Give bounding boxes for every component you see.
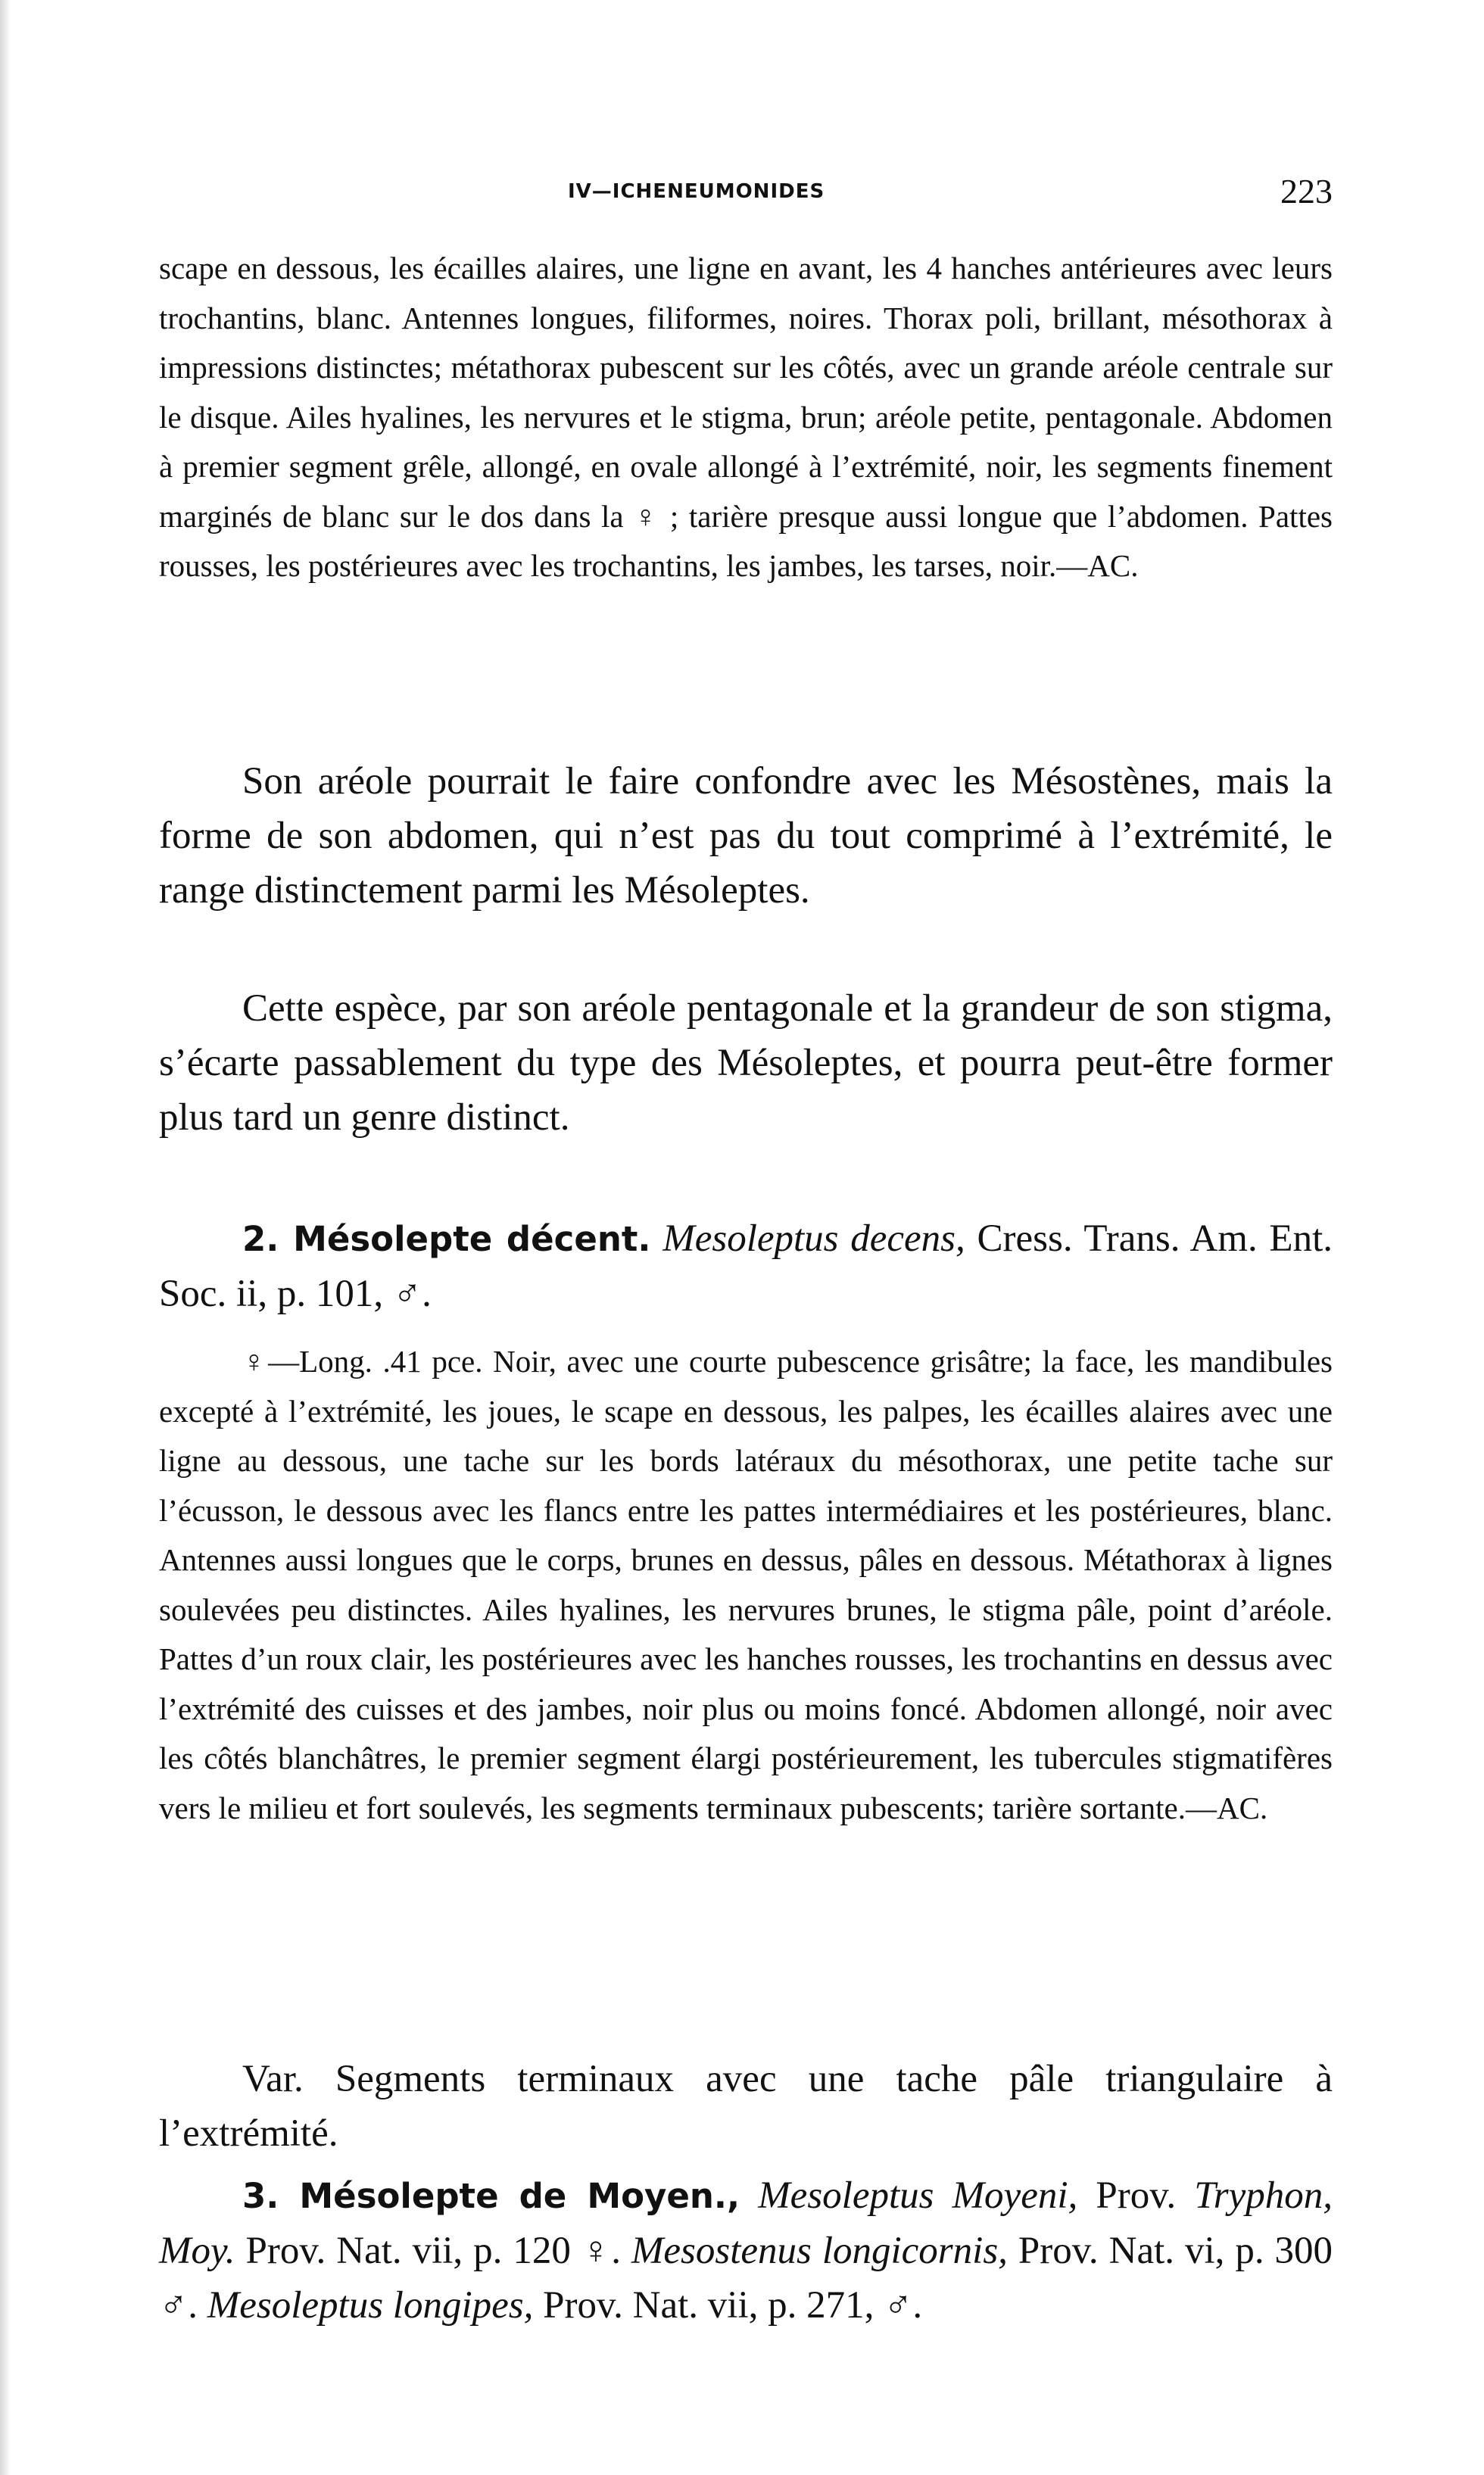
description-paragraph-2: ♀—Long. .41 pce. Noir, avec une courte pubescence grisâtre; la face, les mandibules excepté à l’extrémité, les joues, le scape en dessous, les palpes, les écailles alaires avec une ligne au dessous, une tache sur les bords latéraux du mésothorax, une petite tache sur l’écusson, le dessous avec les flancs entre les pattes intermédiaires et les postérieures, blanc. Antennes aussi longues que le corps, brunes en dessus, pâles en dessous. Métathorax à lignes soulevées peu distinctes. Ailes hyalines, les nervures brunes, le stigma pâle, point d’aréole. Pattes d’un roux clair, les postérieures avec les hanches rousses, les trochantins en dessus avec l’extrémité des cuisses et des jambes, noir plus ou moins foncé. Abdomen allongé, noir avec les côtés blanchâtres, le premier segment élargi postérieurement, les tubercules stigmatifères vers le milieu et fort soulevés, les segments terminaux pubescents; tarière sortante.—AC. [159, 1344, 1333, 1825]
synonym-latin-name: Tryphon, Moy. [159, 2174, 1333, 2272]
synonym-latin-name: Mesostenus longicornis, [631, 2230, 1008, 2272]
reference-text: Prov. Nat. vii, p. 271, ♂. [543, 2284, 923, 2327]
running-title: IV—ICHENEUMONIDES [568, 180, 825, 203]
species-number-name: 3. Mésolepte de Moyen., [242, 2176, 740, 2216]
species-reference: Cress. Trans. Am. Ent. Soc. ii, p. 101, ♂. [159, 1217, 1333, 1315]
remark-paragraph-1: Son aréole pourrait le faire confondre avec les Mésostènes, mais la forme de son abdomen, qui n’est pas du tout comprimé à l’extrémité, le range distinctement parmi les Mésoleptes. [159, 760, 1333, 912]
page-header [159, 171, 1333, 217]
description-paragraph-1: scape en dessous, les écailles alaires, une ligne en avant, les 4 hanches antérieures avec leurs trochantins, blanc. Antennes longues, filiformes, noires. Thorax poli, brillant, mésothorax à impressions distinctes; métathorax pubescent sur les côtés, avec un grande aréole centrale sur le disque. Ailes hyalines, les nervures et le stigma, brun; aréole petite, pentagonale. Abdomen à premier segment grêle, allongé, en ovale allongé à l’extrémité, noir, les segments finement marginés de blanc sur le dos dans la ♀ ; tarière presque aussi longue que l’abdomen. Pattes rousses, les postérieures avec les trochantins, les jambes, les tarses, noir.—AC. [159, 251, 1333, 583]
species-latin-name: Mesoleptus Moyeni, [758, 2174, 1078, 2217]
scan-edge-shadow [0, 0, 11, 2475]
species-entry-3 [159, 2168, 1333, 2396]
reference-text: Prov. Nat. vi, p. 300 ♂. [159, 2230, 1333, 2327]
synonym-latin-name: Mesoleptus longipes, [207, 2284, 534, 2327]
remark-paragraph-2: Cette espèce, par son aréole pentagonale et la grandeur de son stigma, s’écarte passablement du type des Mésoleptes, et pourra peut-être former plus tard un genre distinct. [159, 987, 1333, 1139]
species-number-name: 2. Mésolepte décent. [242, 1219, 651, 1259]
species-latin-name: Mesoleptus decens, [662, 1217, 965, 1260]
reference-text: Prov. [1096, 2174, 1177, 2217]
reference-text: Prov. Nat. vii, p. 120 ♀. [245, 2230, 621, 2272]
page-number: 223 [1280, 172, 1333, 210]
species-entry-2 [159, 1211, 1333, 1329]
variety-paragraph: Var. Segments terminaux avec une tache pâle triangulaire à l’extrémité. [159, 2058, 1333, 2155]
